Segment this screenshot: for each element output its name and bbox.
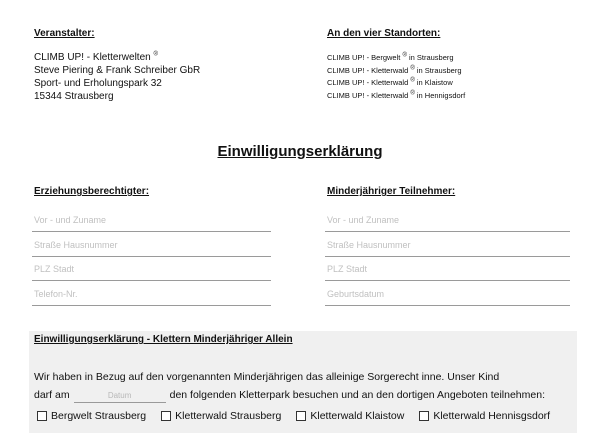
option-label: Kletterwald Klaistow: [310, 410, 405, 422]
organizer-name: CLIMB UP! - Kletterwelten: [34, 52, 151, 63]
option-kletterwald-klaistow[interactable]: [296, 410, 404, 422]
checkbox-icon[interactable]: [419, 411, 429, 421]
checkbox-icon[interactable]: [161, 411, 171, 421]
option-bergwelt-strausberg[interactable]: [37, 410, 146, 422]
organizer-owners: Steve Piering & Frank Schreiber GbR: [34, 65, 201, 76]
park-options: [37, 410, 550, 422]
consent-heading: Einwilligungserklärung - Klettern Minderjähriger Allein: [34, 334, 293, 345]
minor-name-input[interactable]: [325, 208, 572, 231]
checkbox-icon[interactable]: [296, 411, 306, 421]
location-item: CLIMB UP! - Bergwelt ® in Strausberg: [327, 52, 454, 62]
guardian-name-field: [32, 208, 271, 232]
organizer-address: [34, 51, 200, 103]
guardian-name-input[interactable]: [32, 208, 273, 231]
consent-date-prefix: darf am: [34, 389, 70, 401]
option-label: Bergwelt Strausberg: [51, 410, 147, 422]
locations-heading: An den vier Standorten:: [327, 28, 441, 39]
location-item: CLIMB UP! - Kletterwald ® in Klaistow: [327, 77, 453, 88]
checkbox-icon[interactable]: [37, 411, 47, 421]
guardian-phone-input[interactable]: [32, 282, 273, 305]
minor-street-field: [325, 233, 570, 257]
consent-text-line1: Wir haben in Bezug auf den vorgenannten Minderjährigen das alleinige Sorgerecht inne. Unser Kind: [34, 371, 500, 383]
guardian-street-input[interactable]: [32, 233, 273, 256]
minor-city-input[interactable]: [325, 257, 572, 280]
consent-text-line2: [34, 387, 545, 403]
option-kletterwald-strausberg[interactable]: [161, 410, 281, 422]
guardian-city-input[interactable]: [32, 257, 273, 280]
guardian-phone-field: [32, 282, 271, 306]
consent-date-suffix: den folgenden Kletterpark besuchen und an den dortigen Angeboten teilnehmen:: [169, 389, 545, 401]
organizer-heading: Veranstalter:: [34, 28, 95, 39]
option-label: Kletterwald Hennisgsdorf: [433, 410, 551, 422]
minor-city-field: [325, 257, 570, 281]
minor-heading: Minderjähriger Teilnehmer:: [327, 186, 456, 197]
minor-name-field: [325, 208, 570, 232]
organizer-name-line: [34, 51, 200, 64]
option-label: Kletterwald Strausberg: [175, 410, 282, 422]
document-title: Einwilligungserklärung: [217, 143, 383, 160]
minor-birthdate-input[interactable]: [325, 282, 572, 305]
location-item: CLIMB UP! - Kletterwald ® in Strausberg: [327, 65, 462, 75]
organizer-registered-mark: ®: [153, 51, 158, 58]
minor-birthdate-field: [325, 282, 570, 306]
guardian-city-field: [32, 257, 271, 281]
location-item: CLIMB UP! - Kletterwald ® in Hennigsdorf: [327, 90, 466, 101]
option-kletterwald-hennigsdorf[interactable]: [419, 410, 550, 422]
guardian-street-field: [32, 233, 271, 257]
organizer-street: Sport- und Erholungspark 32: [34, 78, 162, 89]
organizer-city: 15344 Strausberg: [34, 91, 114, 102]
guardian-heading: Erziehungsberechtigter:: [34, 186, 150, 197]
minor-street-input[interactable]: [325, 233, 572, 256]
locations-list: [327, 52, 465, 103]
visit-date-input[interactable]: [74, 389, 166, 403]
